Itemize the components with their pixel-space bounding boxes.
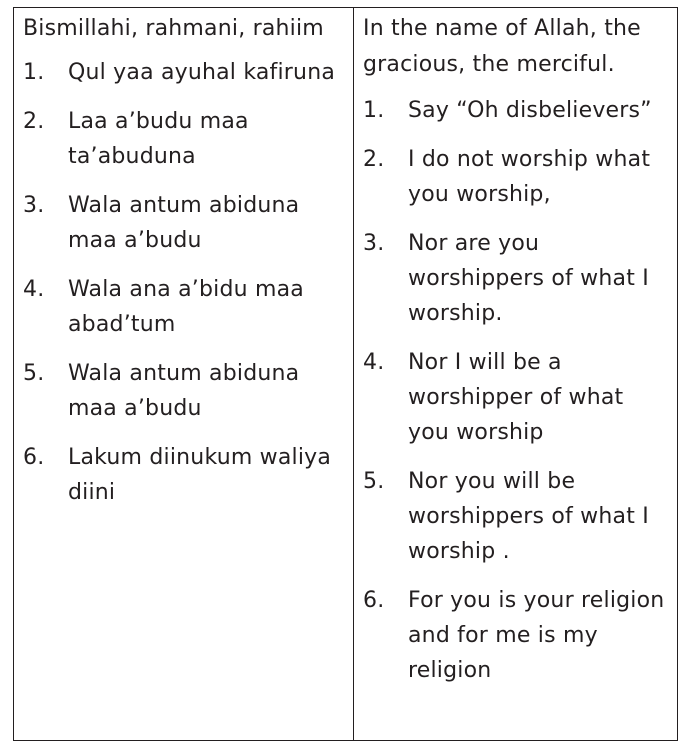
- list-item: [23, 55, 353, 90]
- list-item: [363, 464, 677, 569]
- translation-column: [354, 8, 677, 740]
- list-item: [363, 142, 677, 212]
- item-text: I do not worship what you worship,: [408, 147, 651, 207]
- list-item: [23, 356, 353, 426]
- list-item: [23, 188, 353, 258]
- item-number: 3.: [363, 231, 385, 256]
- list-item: [23, 104, 353, 174]
- item-text: Say “Oh disbelievers”: [408, 98, 652, 123]
- translation-header: In the name of Allah, the gracious, the merciful.: [363, 16, 641, 77]
- item-text: Wala antum abiduna maa a’budu: [68, 361, 300, 421]
- transliteration-column: [14, 8, 354, 740]
- transliteration-header: Bismillahi, rahmani, rahiim: [23, 16, 324, 41]
- item-text: Lakum diinukum waliya diini: [68, 445, 332, 505]
- item-text: Laa a’budu maa ta’abuduna: [68, 109, 249, 169]
- item-number: 3.: [23, 193, 45, 218]
- list-item: [23, 272, 353, 342]
- item-text: Qul yaa ayuhal kafiruna: [68, 60, 336, 85]
- item-number: 4.: [363, 350, 385, 375]
- item-text: Nor I will be a worshipper of what you worship: [408, 350, 624, 445]
- item-text: Wala antum abiduna maa a’budu: [68, 193, 300, 253]
- item-number: 1.: [363, 98, 385, 123]
- list-item: [363, 93, 677, 128]
- list-item: [363, 583, 677, 688]
- item-text: Nor you will be worshippers of what I worship .: [408, 469, 649, 564]
- translation-table: [13, 7, 678, 741]
- item-number: 5.: [363, 469, 385, 494]
- list-item: [363, 345, 677, 450]
- item-number: 2.: [23, 109, 45, 134]
- list-item: [363, 226, 677, 331]
- translation-list: [363, 93, 677, 688]
- item-number: 6.: [363, 588, 385, 613]
- item-text: Wala ana a’bidu maa abad’tum: [68, 277, 304, 337]
- item-number: 6.: [23, 445, 45, 470]
- transliteration-list: [23, 55, 353, 510]
- item-number: 2.: [363, 147, 385, 172]
- item-number: 5.: [23, 361, 45, 386]
- item-text: Nor are you worshippers of what I worship.: [408, 231, 649, 326]
- list-item: [23, 440, 353, 510]
- item-number: 1.: [23, 60, 45, 85]
- item-text: For you is your religion and for me is my religion: [408, 588, 665, 683]
- item-number: 4.: [23, 277, 45, 302]
